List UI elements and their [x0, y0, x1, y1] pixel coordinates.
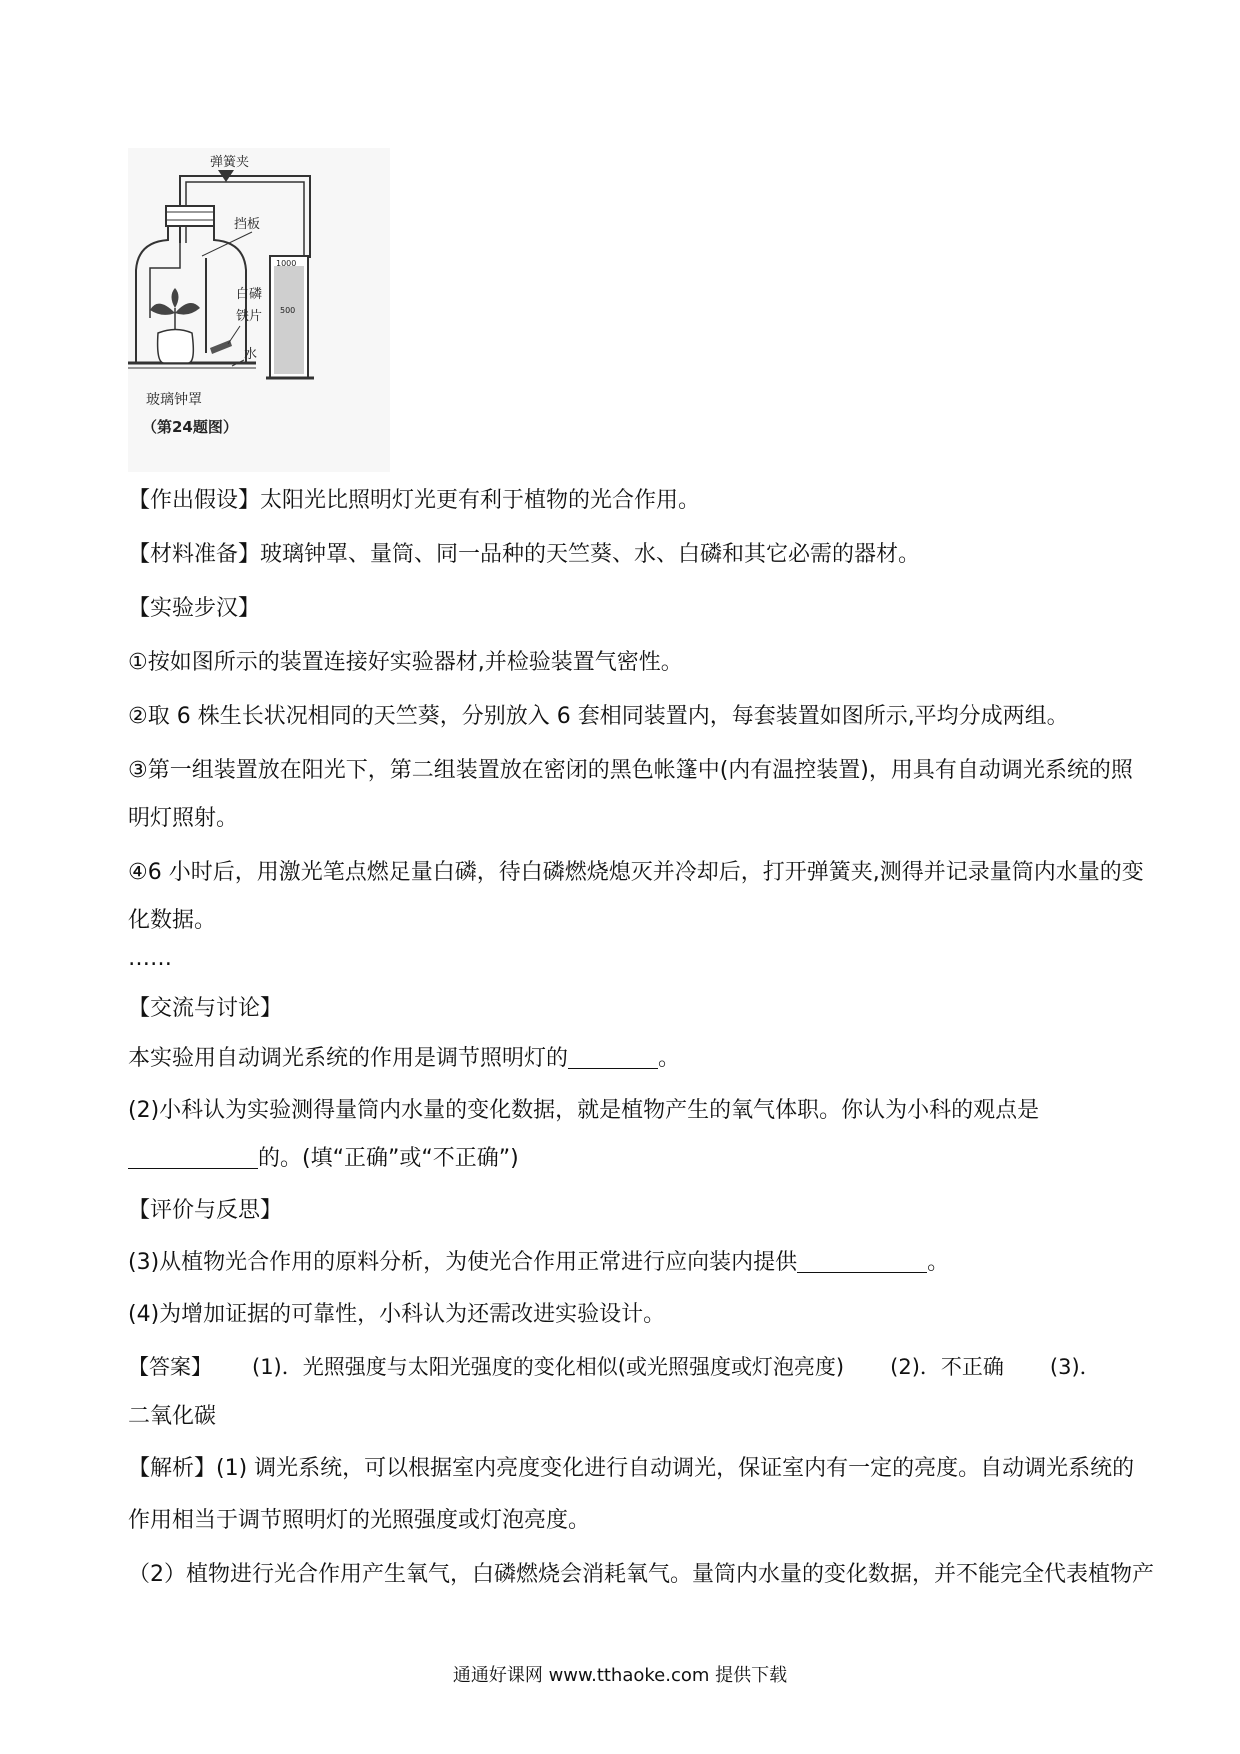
iron-sheet-label: 铁片: [236, 309, 263, 324]
bell-jar-label: 玻璃钟罩: [146, 392, 202, 408]
question-2-end: 的。(填“正确”或“不正确”): [258, 1146, 519, 1171]
analysis-line-2: 作用相当于调节照明灯的光照强度或灯泡亮度。: [128, 1508, 591, 1533]
answer-blank-3[interactable]: [797, 1250, 927, 1273]
question-4: (4)为增加证据的可靠性，小科认为还需改进实验设计。: [128, 1302, 666, 1327]
tick-500: 500: [280, 306, 296, 315]
evaluation-heading: 【评价与反思】: [128, 1198, 283, 1223]
hypothesis-line: 【作出假设】太阳光比照明灯光更有利于植物的光合作用。: [128, 488, 701, 513]
step-2: ②取 6 株生长状况相同的天竺葵，分别放入 6 套相同装置内，每套装置如图所示,平均分成两组。: [128, 704, 1069, 729]
question-3-text: (3)从植物光合作用的原料分析，为使光合作用正常进行应向装内提供: [128, 1250, 798, 1275]
question-1-end: 。: [658, 1046, 681, 1071]
step-3-line-1: ③第一组装置放在阳光下，第二组装置放在密闭的黑色帐篷中(内有温控装置)，用具有自动调光系统的照: [128, 758, 1133, 783]
apparatus-diagram: [128, 148, 390, 472]
answer-1: (1)．光照强度与太阳光强度的变化相似(或光照强度或灯泡亮度): [252, 1355, 845, 1379]
answer-3-marker: (3)．: [1049, 1355, 1101, 1379]
step-3-line-2: 明灯照射。: [128, 806, 239, 831]
materials-line: 【材料准备】玻璃钟罩、量筒、同一品种的天竺葵、水、白磷和其它必需的器材。: [128, 542, 921, 567]
stopper: [166, 206, 214, 226]
step-4-line-1: ④6 小时后，用激光笔点燃足量白磷，待白磷燃烧熄灭并冷却后，打开弹簧夹,测得并记录量筒内水量的变: [128, 860, 1144, 885]
analysis-line-1: 【解析】(1) 调光系统，可以根据室内亮度变化进行自动调光，保证室内有一定的亮度。自动调光系统的: [128, 1456, 1135, 1481]
white-phosphorus-label: 白磷: [236, 287, 263, 302]
question-3: [128, 1248, 949, 1278]
answer-blank-2[interactable]: [128, 1146, 258, 1169]
question-3-end: 。: [927, 1250, 950, 1275]
answer-2: (2)．不正确: [890, 1355, 1004, 1379]
page-footer: 通通好课网 www.tthaoke.com 提供下载: [452, 1665, 788, 1686]
question-1-text: 本实验用自动调光系统的作用是调节照明灯的: [128, 1046, 569, 1071]
step-4-line-2: 化数据。: [128, 908, 217, 933]
water-label: 水: [244, 347, 258, 362]
question-2-line-1: (2)小科认为实验测得量筒内水量的变化数据，就是植物产生的氧气体职。你认为小科的观点是: [128, 1098, 1040, 1123]
analysis-line-3: （2）植物进行光合作用产生氧气，白磷燃烧会消耗氧气。量筒内水量的变化数据，并不能完全代表植物产: [128, 1562, 1155, 1587]
answer-3: 二氧化碳: [128, 1404, 217, 1429]
ellipsis: ……: [128, 946, 172, 971]
tick-1000: 1000: [276, 259, 297, 268]
answer-blank-1[interactable]: [568, 1046, 658, 1069]
experiment-figure: [128, 148, 390, 472]
spring-clip-label: 弹簧夹: [210, 155, 250, 170]
question-2-line-2: [128, 1144, 519, 1174]
figure-caption: （第24题图）: [142, 418, 238, 436]
question-1: [128, 1044, 680, 1074]
answer-label: 【答案】: [128, 1355, 212, 1379]
plant-pot: [158, 330, 194, 364]
discussion-heading: 【交流与讨论】: [128, 996, 283, 1021]
steps-heading: 【实验步汉】: [128, 596, 261, 621]
baffle-label: 挡板: [234, 217, 261, 232]
step-1: ①按如图所示的装置连接好实验器材,并检验装置气密性。: [128, 650, 683, 675]
answer-line: [128, 1352, 1101, 1382]
